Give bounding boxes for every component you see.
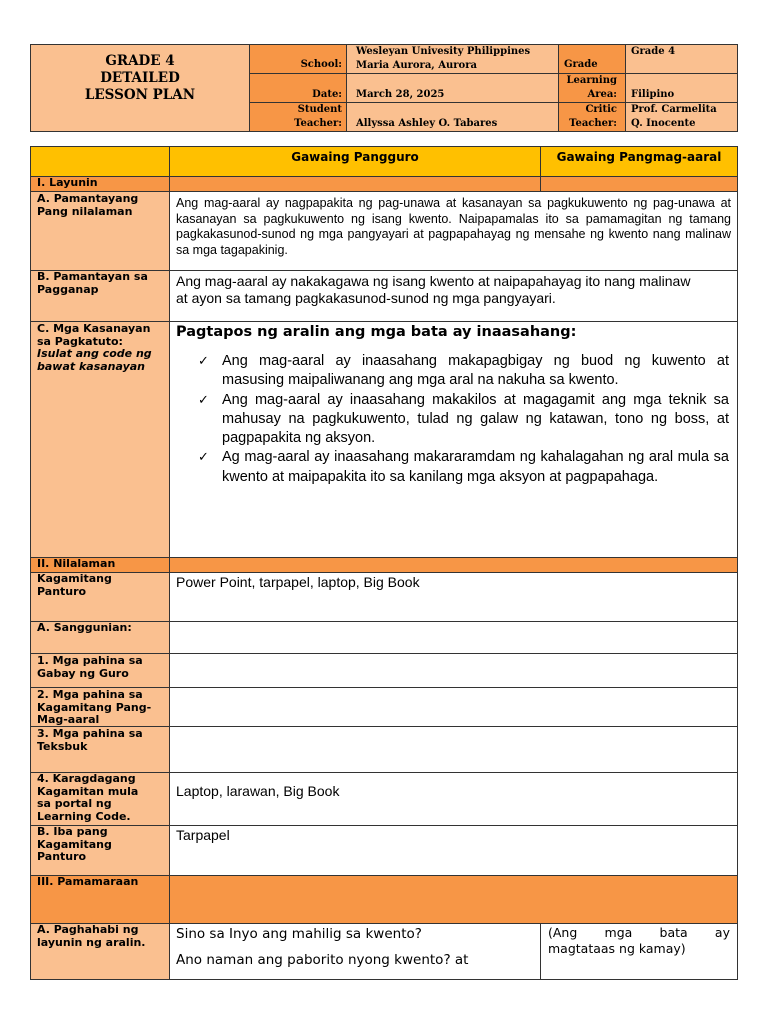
checkmark-icon: ✓ — [198, 392, 209, 408]
title-line-1: GRADE 4 — [105, 53, 175, 69]
grade-value: Grade 4 — [625, 44, 738, 74]
learning-area-label: Learning Area: — [558, 73, 626, 103]
sanggunian-label: A. Sanggunian: — [30, 621, 170, 654]
corner-header-cell — [30, 146, 170, 177]
teacher-activity-header: Gawaing Pangguro — [169, 146, 541, 177]
checkmark-icon: ✓ — [198, 354, 209, 369]
section-nilalaman-content — [169, 557, 738, 573]
section-layunin-student — [540, 176, 738, 192]
student-teacher-label: Student Teacher: — [249, 102, 347, 132]
karagdagang-label: 4. Karagdagang Kagamitan mula sa portal ng Learning Code. — [30, 772, 170, 826]
kagamitang-mag-aaral-label: 2. Mga pahina sa Kagamitang Pang- Mag-aaral — [30, 687, 170, 727]
critic-teacher-value: Prof. Carmelita Q. Inocente — [625, 102, 738, 132]
pamantayan-pagganap-label: B. Pamantayan sa Pagganap — [30, 270, 170, 322]
paghahabi-teacher-line-1: Sino sa Inyo ang mahilig sa kwento? — [176, 926, 422, 942]
kasanayan-item: ✓ Ang mag-aaral ay inaasahang makakilos at magagamit ang mga teknik sa mahusay na pagkukuwento, tulad ng galaw ng katawan, tono ng boss, at pagpapakita ng aksyon. — [198, 391, 729, 447]
kasanayan-label: C. Mga Kasanayan sa Pagkatuto: Isulat ang code ng bawat kasanayan — [30, 321, 170, 558]
kasanayan-list — [176, 352, 729, 487]
lesson-plan-title-cell — [30, 44, 250, 132]
iba-pang-label: B. Iba pang Kagamitang Panturo — [30, 825, 170, 876]
paghahabi-teacher — [169, 923, 541, 980]
section-pamamaraan-label: III. Pamamaraan — [30, 875, 170, 924]
kasanayan-item: ✓ Ang mag-aaral ay inaasahang makapagbigay ng buod ng kuwento at masusing maipaliwanang ang mga aral na nakuha sa kwento. — [198, 353, 729, 389]
checkmark-icon: ✓ — [198, 450, 209, 466]
kasanayan-item: ✓ Ag mag-aaral ay inaasahang makararamdam ng kahalagahan ng aral mula sa kwento at maipapakita ito sa kanilang mga aksyon at pagpapahaga. — [198, 449, 729, 485]
critic-teacher-label: Critic Teacher: — [558, 102, 626, 132]
title-line-3: LESSON PLAN — [84, 87, 196, 103]
student-teacher-value: Allyssa Ashley O. Tabares — [346, 102, 559, 132]
kasanayan-content — [169, 321, 738, 558]
grade-label: Grade — [558, 44, 626, 74]
teksbuk-label: 3. Mga pahina sa Teksbuk — [30, 726, 170, 773]
section-pamamaraan-content — [169, 875, 738, 924]
gabay-guro-label: 1. Mga pahina sa Gabay ng Guro — [30, 653, 170, 688]
date-label: Date: — [249, 73, 347, 103]
pamantayang-nilalaman-text: Ang mag-aaral ay nagpapakita ng pag-unawa at kasanayan sa pagkukuwento ng pag-unawa at kasanayan sa pagkukuwento ng isang kwento. Naipapamalas ito sa pamamagitan ng tamang pagkakasunod-sunod ng mga pangyayari at pagpapahayag ng mensahe ng kwento nang malinaw sa mga tagapakinig. — [169, 191, 738, 271]
date-value: March 28, 2025 — [346, 73, 559, 103]
school-value: Wesleyan Univesity Philippines Maria Aurora, Aurora — [346, 44, 559, 74]
kagamitang-panturo-text: Power Point, tarpapel, laptop, Big Book — [169, 572, 738, 622]
paghahabi-label: A. Paghahabi ng layunin ng aralin. — [30, 923, 170, 980]
pamantayang-nilalaman-label: A. Pamantayang Pang nilalaman — [30, 191, 170, 271]
student-activity-header: Gawaing Pangmag-aaral — [540, 146, 738, 177]
school-label: School: — [249, 44, 347, 74]
iba-pang-text: Tarpapel — [169, 825, 738, 876]
kagamitang-panturo-label: Kagamitang Panturo — [30, 572, 170, 622]
section-nilalaman-label: II. Nilalaman — [30, 557, 170, 573]
section-layunin-label: I. Layunin — [30, 176, 170, 192]
section-layunin-teacher — [169, 176, 541, 192]
kasanayan-heading: Pagtapos ng aralin ang mga bata ay inaasahang: — [176, 324, 577, 340]
pamantayan-pagganap-text: Ang mag-aaral ay nakakagawa ng isang kwento at naipapahayag ito nang malinaw at ayon sa tamang pagkakasunod-sunod ng mga pangyayari. — [169, 270, 738, 322]
title-line-2: DETAILED — [100, 70, 180, 86]
kagamitang-mag-aaral-content — [169, 687, 738, 727]
sanggunian-content — [169, 621, 738, 654]
paghahabi-student: (Ang mga bata ay magtataas ng kamay) — [540, 923, 738, 980]
learning-area-value: Filipino — [625, 73, 738, 103]
teksbuk-content — [169, 726, 738, 773]
paghahabi-teacher-line-2: Ano naman ang paborito nyong kwento? at — [176, 952, 469, 968]
karagdagang-text: Laptop, larawan, Big Book — [169, 772, 738, 826]
gabay-guro-content — [169, 653, 738, 688]
